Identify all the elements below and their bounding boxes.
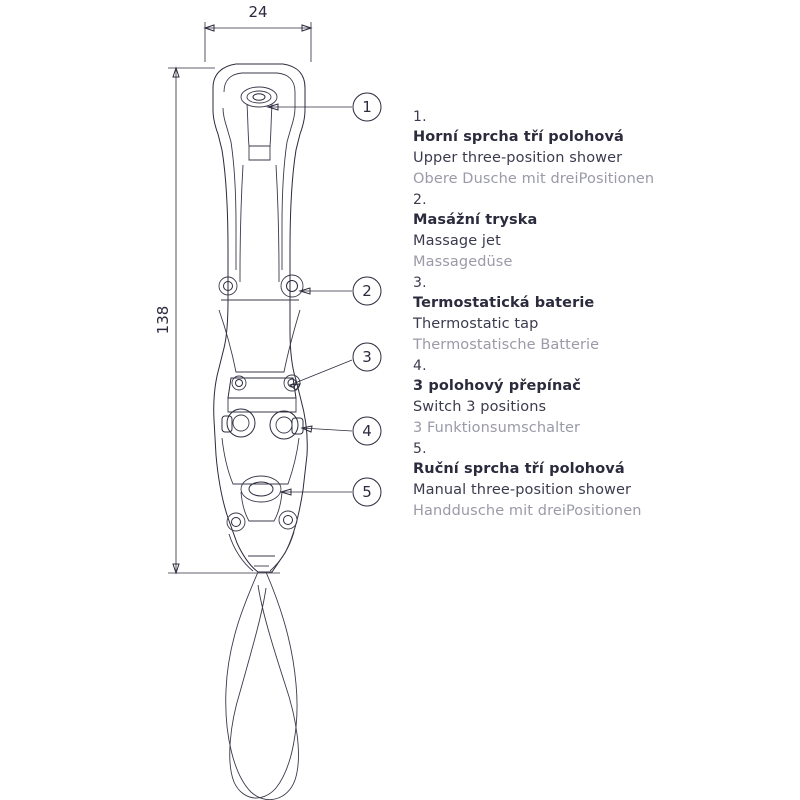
legend-item-5: [413, 440, 763, 522]
callout-4-label: 4: [362, 422, 372, 440]
legend-item-2-de: Massagedüse: [413, 254, 513, 270]
legend-item-5-number: 5.: [413, 441, 427, 457]
legend-item-3-number: 3.: [413, 275, 427, 291]
legend-item-4-de: 3 Funktionsumschalter: [413, 420, 581, 436]
legend-item-3-en: Thermostatic tap: [413, 316, 539, 332]
legend-item-2-en: Massage jet: [413, 233, 501, 249]
hand-shower: [241, 476, 282, 521]
shower-hose: [226, 572, 299, 800]
callout-1-label: 1: [362, 98, 372, 116]
legend-item-4: [413, 357, 763, 439]
legend-item-4-en: Switch 3 positions: [413, 399, 547, 415]
callout-5-label: 5: [362, 483, 372, 501]
legend-item-3-de: Thermostatische Batterie: [413, 337, 600, 353]
switch-knobs: [222, 409, 303, 439]
thermostatic-tap: [228, 375, 300, 412]
callout-3: [290, 343, 381, 390]
legend-item-2: [413, 191, 763, 273]
dimension-height-label: 138: [154, 305, 172, 335]
dimension-width: [205, 3, 311, 62]
shower-panel-outline: [213, 64, 307, 572]
legend-item-2-number: 2.: [413, 192, 427, 208]
callout-5: [281, 478, 381, 506]
dimension-width-label: 24: [248, 3, 268, 21]
legend-item-3: [413, 274, 763, 356]
legend-item-2-cz: Masážní tryska: [413, 212, 538, 228]
legend-item-5-cz: Ruční sprcha tří polohová: [413, 461, 625, 477]
callout-4: [302, 417, 381, 445]
legend-item-4-number: 4.: [413, 358, 427, 374]
legend-item-1-en: Upper three-position shower: [413, 150, 623, 166]
legend-item-5-en: Manual three-position shower: [413, 482, 632, 498]
legend-item-3-cz: Termostatická baterie: [413, 295, 595, 311]
callout-3-label: 3: [362, 348, 372, 366]
callout-1: [268, 93, 381, 121]
legend-item-1-number: 1.: [413, 109, 427, 125]
dimension-height: [154, 68, 280, 573]
legend-list: [413, 108, 763, 523]
legend-item-5-de: Handdusche mit dreiPositionen: [413, 503, 642, 519]
callout-2: [300, 277, 381, 305]
legend-item-1-de: Obere Dusche mit dreiPositionen: [413, 171, 655, 187]
legend-item-1: [413, 108, 763, 190]
callout-2-label: 2: [362, 282, 372, 300]
legend-item-4-cz: 3 polohový přepínač: [413, 378, 581, 394]
legend-item-1-cz: Horní sprcha tří polohová: [413, 129, 624, 145]
